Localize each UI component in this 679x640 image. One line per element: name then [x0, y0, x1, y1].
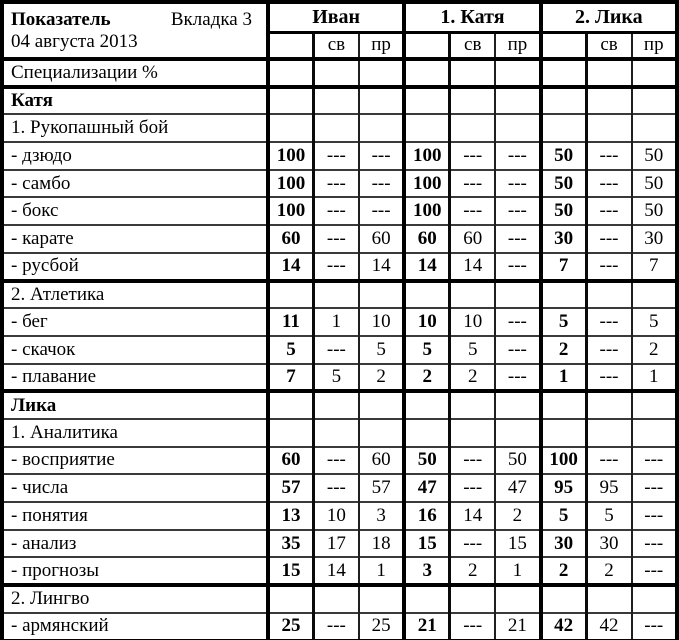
value-cell [586, 59, 631, 87]
value-cell: --- [359, 142, 404, 170]
value-cell: 5 [632, 308, 678, 336]
value-cell: 25 [359, 613, 404, 640]
value-cell: --- [450, 447, 495, 475]
row-label: - дзюдо [2, 142, 268, 170]
table-row [2, 391, 677, 419]
value-cell: --- [359, 197, 404, 225]
value-cell [586, 585, 631, 613]
value-cell: 100 [268, 197, 313, 225]
value-cell: --- [313, 170, 358, 198]
table-row [2, 447, 677, 475]
subheader-blank [268, 32, 313, 59]
value-cell [586, 87, 631, 115]
value-cell: 18 [359, 530, 404, 558]
value-cell: 15 [495, 530, 540, 558]
value-cell [313, 59, 358, 87]
table-row [2, 253, 677, 281]
value-cell [632, 59, 678, 87]
value-cell: 10 [313, 502, 358, 530]
value-cell: 1 [359, 557, 404, 585]
row-label: Лика [2, 391, 268, 419]
row-label: 2. Лингво [2, 585, 268, 613]
value-cell: --- [495, 253, 540, 281]
subheader-pr: пр [495, 32, 540, 59]
table-row [2, 114, 677, 142]
value-cell [404, 585, 449, 613]
value-cell: --- [313, 142, 358, 170]
value-cell: --- [313, 336, 358, 364]
row-label: 1. Рукопашный бой [2, 114, 268, 142]
value-cell: 21 [495, 613, 540, 640]
row-label: 1. Аналитика [2, 419, 268, 447]
value-cell: --- [495, 170, 540, 198]
value-cell [495, 87, 540, 115]
value-cell [495, 114, 540, 142]
table-row [2, 613, 677, 640]
table-row [2, 474, 677, 502]
value-cell [359, 281, 404, 309]
value-cell [541, 391, 586, 419]
value-cell: 60 [404, 225, 449, 253]
row-label: - скачок [2, 336, 268, 364]
table-row [2, 557, 677, 585]
value-cell: 10 [450, 308, 495, 336]
value-cell: --- [632, 474, 678, 502]
value-cell [541, 419, 586, 447]
value-cell: --- [495, 225, 540, 253]
value-cell [450, 391, 495, 419]
value-cell: 2 [541, 336, 586, 364]
value-cell: 50 [632, 142, 678, 170]
date-label: 04 августа 2013 [11, 30, 138, 52]
value-cell: 42 [541, 613, 586, 640]
value-cell: --- [313, 197, 358, 225]
value-cell: --- [586, 308, 631, 336]
value-cell: 5 [268, 336, 313, 364]
value-cell [313, 391, 358, 419]
table-row [2, 364, 677, 392]
value-cell: --- [495, 364, 540, 392]
row-label: - плавание [2, 364, 268, 392]
value-cell: 60 [268, 447, 313, 475]
value-cell: --- [450, 613, 495, 640]
value-cell: 14 [313, 557, 358, 585]
table-row [2, 419, 677, 447]
value-cell: 15 [268, 557, 313, 585]
value-cell [268, 585, 313, 613]
value-cell [495, 585, 540, 613]
value-cell [268, 87, 313, 115]
value-cell: 7 [632, 253, 678, 281]
value-cell: 5 [404, 336, 449, 364]
header-row-groups [2, 2, 677, 32]
value-cell [404, 419, 449, 447]
value-cell: --- [586, 447, 631, 475]
value-cell [495, 391, 540, 419]
value-cell [632, 391, 678, 419]
value-cell: 60 [268, 225, 313, 253]
value-cell: 17 [313, 530, 358, 558]
subheader-pr: пр [632, 32, 678, 59]
value-cell [586, 391, 631, 419]
value-cell: 5 [359, 336, 404, 364]
value-cell [404, 59, 449, 87]
value-cell: 5 [313, 364, 358, 392]
value-cell: 2 [541, 557, 586, 585]
value-cell: 2 [359, 364, 404, 392]
value-cell: 60 [359, 225, 404, 253]
value-cell: 30 [541, 530, 586, 558]
row-label: Специализации % [2, 59, 268, 87]
group-header-ivan: Иван [268, 2, 404, 32]
table-row [2, 225, 677, 253]
value-cell: 2 [632, 336, 678, 364]
value-cell: 2 [586, 557, 631, 585]
value-cell: 21 [404, 613, 449, 640]
value-cell [268, 419, 313, 447]
value-cell: --- [586, 142, 631, 170]
value-cell: --- [359, 170, 404, 198]
value-cell [450, 114, 495, 142]
subheader-pr: пр [359, 32, 404, 59]
value-cell [313, 114, 358, 142]
value-cell: 14 [404, 253, 449, 281]
row-label: Катя [2, 87, 268, 115]
row-label: 2. Атлетика [2, 281, 268, 309]
value-cell: 95 [541, 474, 586, 502]
value-cell: 57 [268, 474, 313, 502]
value-cell [450, 281, 495, 309]
value-cell: --- [450, 142, 495, 170]
value-cell [450, 59, 495, 87]
value-cell: --- [632, 530, 678, 558]
value-cell [541, 281, 586, 309]
value-cell [450, 87, 495, 115]
value-cell: 50 [541, 142, 586, 170]
value-cell: 1 [632, 364, 678, 392]
value-cell: 14 [450, 502, 495, 530]
value-cell [541, 114, 586, 142]
table-row [2, 87, 677, 115]
value-cell [404, 391, 449, 419]
value-cell: 3 [359, 502, 404, 530]
subheader-sv: св [313, 32, 358, 59]
value-cell [404, 87, 449, 115]
table-row [2, 308, 677, 336]
value-cell: 5 [541, 308, 586, 336]
group-header-lika: 2. Лика [541, 2, 677, 32]
value-cell [541, 59, 586, 87]
table-row [2, 530, 677, 558]
value-cell [495, 59, 540, 87]
value-cell [450, 585, 495, 613]
corner-line-1 [11, 9, 256, 31]
value-cell: --- [313, 613, 358, 640]
value-cell [541, 87, 586, 115]
value-cell: 100 [541, 447, 586, 475]
value-cell: 5 [541, 502, 586, 530]
value-cell: 2 [450, 364, 495, 392]
value-cell: 25 [268, 613, 313, 640]
value-cell: 16 [404, 502, 449, 530]
table-title: Показатель [11, 8, 111, 30]
value-cell: 10 [359, 308, 404, 336]
group-header-katya: 1. Катя [404, 2, 540, 32]
subheader-sv: св [586, 32, 631, 59]
value-cell: 10 [404, 308, 449, 336]
value-cell [495, 419, 540, 447]
value-cell [632, 114, 678, 142]
value-cell [632, 585, 678, 613]
table-row [2, 502, 677, 530]
value-cell: 7 [268, 364, 313, 392]
tab-label: Вкладка 3 [170, 8, 252, 30]
value-cell [313, 87, 358, 115]
value-cell: 2 [495, 502, 540, 530]
value-cell: --- [495, 197, 540, 225]
value-cell: 50 [541, 170, 586, 198]
row-label: - бег [2, 308, 268, 336]
value-cell: 100 [268, 142, 313, 170]
table-row [2, 142, 677, 170]
value-cell: 60 [359, 447, 404, 475]
value-cell: 13 [268, 502, 313, 530]
value-cell: --- [450, 197, 495, 225]
value-cell: 50 [632, 170, 678, 198]
value-cell: 30 [586, 530, 631, 558]
value-cell: --- [450, 474, 495, 502]
value-cell: 50 [404, 447, 449, 475]
value-cell [541, 585, 586, 613]
row-label: - армянский [2, 613, 268, 640]
value-cell [313, 281, 358, 309]
value-cell: 35 [268, 530, 313, 558]
value-cell: 100 [404, 142, 449, 170]
value-cell: 1 [541, 364, 586, 392]
value-cell: 2 [450, 557, 495, 585]
table-header [2, 2, 677, 59]
row-label: - карате [2, 225, 268, 253]
value-cell [495, 281, 540, 309]
value-cell: 50 [541, 197, 586, 225]
value-cell: 2 [404, 364, 449, 392]
value-cell: 30 [632, 225, 678, 253]
value-cell: --- [586, 253, 631, 281]
value-cell: --- [450, 530, 495, 558]
value-cell [359, 87, 404, 115]
value-cell [586, 281, 631, 309]
value-cell: 5 [586, 502, 631, 530]
value-cell: --- [313, 474, 358, 502]
value-cell: 1 [495, 557, 540, 585]
value-cell: --- [586, 364, 631, 392]
value-cell [632, 281, 678, 309]
row-label: - восприятие [2, 447, 268, 475]
value-cell: 5 [450, 336, 495, 364]
table-row [2, 336, 677, 364]
value-cell [586, 419, 631, 447]
value-cell: --- [586, 197, 631, 225]
value-cell: --- [450, 170, 495, 198]
value-cell: 100 [404, 197, 449, 225]
subheader-blank [404, 32, 449, 59]
value-cell [313, 419, 358, 447]
value-cell: 14 [359, 253, 404, 281]
value-cell [632, 419, 678, 447]
table-row [2, 585, 677, 613]
subheader-sv: св [450, 32, 495, 59]
value-cell: 15 [404, 530, 449, 558]
table-row [2, 197, 677, 225]
value-cell: 42 [586, 613, 631, 640]
row-label: - числа [2, 474, 268, 502]
value-cell: 3 [404, 557, 449, 585]
value-cell: 47 [404, 474, 449, 502]
value-cell: 57 [359, 474, 404, 502]
value-cell: 11 [268, 308, 313, 336]
value-cell [359, 419, 404, 447]
value-cell [268, 114, 313, 142]
value-cell [404, 281, 449, 309]
value-cell: 14 [268, 253, 313, 281]
value-cell: --- [313, 253, 358, 281]
value-cell [586, 114, 631, 142]
corner-cell [2, 2, 268, 59]
value-cell: --- [313, 225, 358, 253]
value-cell [268, 59, 313, 87]
value-cell [404, 114, 449, 142]
row-label: - понятия [2, 502, 268, 530]
row-label: - бокс [2, 197, 268, 225]
value-cell: --- [313, 447, 358, 475]
value-cell: 30 [541, 225, 586, 253]
value-cell: 95 [586, 474, 631, 502]
value-cell [632, 87, 678, 115]
value-cell: 1 [313, 308, 358, 336]
value-cell [313, 585, 358, 613]
value-cell: --- [632, 447, 678, 475]
value-cell [268, 281, 313, 309]
value-cell: 14 [450, 253, 495, 281]
value-cell: --- [586, 225, 631, 253]
value-cell: 60 [450, 225, 495, 253]
value-cell: 7 [541, 253, 586, 281]
table-row [2, 170, 677, 198]
value-cell: --- [586, 336, 631, 364]
table-row [2, 59, 677, 87]
table-body [2, 59, 677, 640]
value-cell [359, 114, 404, 142]
value-cell: --- [586, 170, 631, 198]
value-cell [450, 419, 495, 447]
value-cell [359, 391, 404, 419]
value-cell: --- [495, 142, 540, 170]
value-cell [268, 391, 313, 419]
value-cell: --- [632, 557, 678, 585]
table-row [2, 281, 677, 309]
value-cell: --- [495, 336, 540, 364]
value-cell: 100 [404, 170, 449, 198]
value-cell: 47 [495, 474, 540, 502]
row-label: - анализ [2, 530, 268, 558]
value-cell [359, 59, 404, 87]
row-label: - самбо [2, 170, 268, 198]
value-cell: 100 [268, 170, 313, 198]
row-label: - прогнозы [2, 557, 268, 585]
row-label: - русбой [2, 253, 268, 281]
value-cell: 50 [495, 447, 540, 475]
subheader-blank [541, 32, 586, 59]
value-cell [359, 585, 404, 613]
value-cell: 50 [632, 197, 678, 225]
value-cell: --- [632, 502, 678, 530]
value-cell: --- [495, 308, 540, 336]
value-cell: --- [632, 613, 678, 640]
